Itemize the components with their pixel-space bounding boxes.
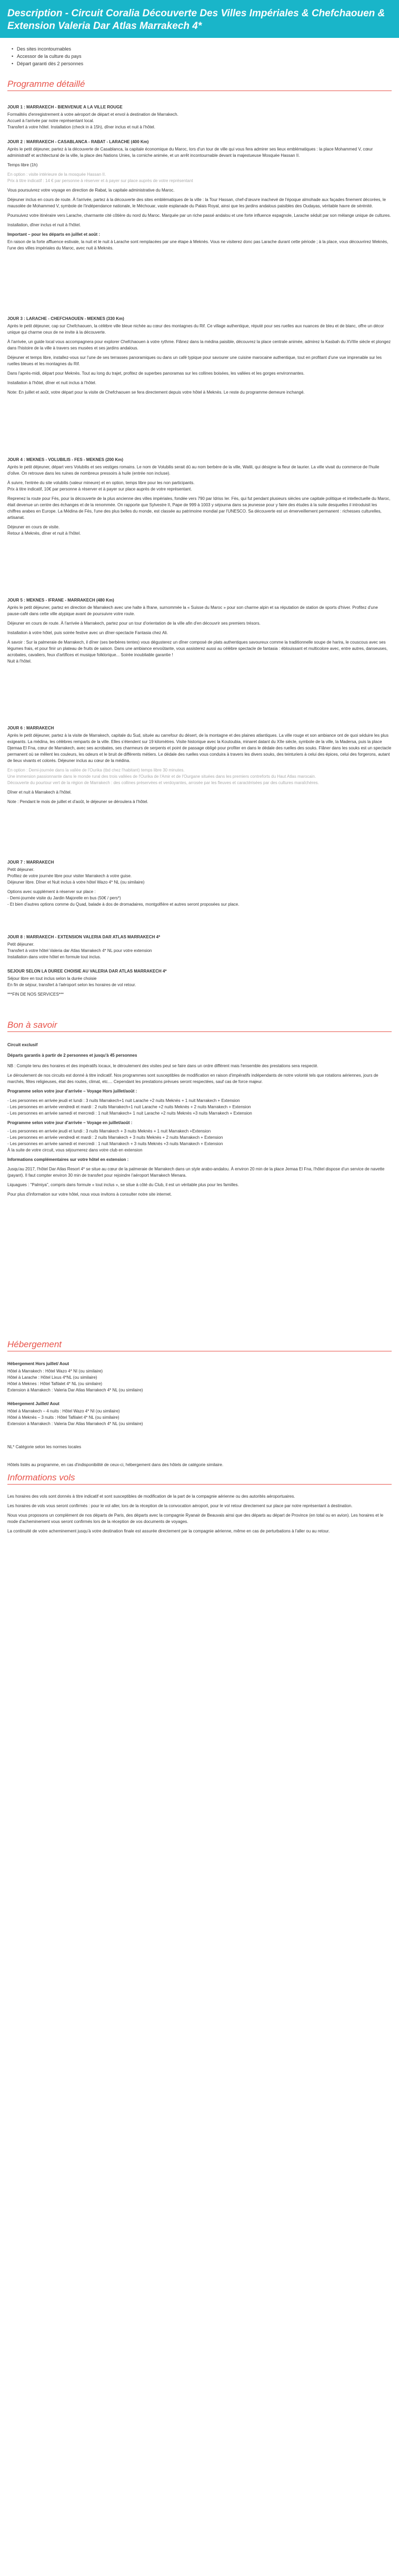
day7-text: Petit déjeuner.: [7, 867, 35, 872]
bon-programme-line: À la suite de votre circuit, vous séjournerez dans votre club en extension: [7, 1148, 143, 1152]
hotel-info-text: Jusqu'au 2017, l'hôtel Dar Atlas Resort 4* se situe au cœur de la palmeraie de Marrakech dans un style arabo-andalou. À environ 20 min de la place Jemaa El Fna, l'hôtel dispose d'un service de navette (payant). Il faut compter environ 30 min de transfert pour rejoindre l'aéroport Marrakech Menara.: [7, 1167, 385, 1178]
day5-text: À savoir : Sur la palmeraie de Marrakech, il dîner (ses berbères tentes) vous dégusterez un dîner composé de plats authentiques savoureux comme la traditionnelle soupe de harira, le couscous avec ses légumes frais, et pour finir un plateau de fruits de saison. Dans une ambiance envoûtante, vous assisterez aussi au célèbre spectacle de fantasia : éblouissant et multicolore avec, entre autres, danseuses, acrobates, cavaliers, feux d'artifices et musique folklorique... Soirée inoubliable garantie !: [7, 640, 388, 657]
infos-text: Les horaires de vols vous seront confirmés : pour le vol aller, lors de la réception de la convocation aéroport, pour le vol retour directement sur place par notre représentant à destination.: [7, 1503, 353, 1508]
day2-text: Vous poursuivrez votre voyage en direction de Rabat, la capitale administrative du Maroc.: [7, 188, 175, 193]
infos-block: [7, 1494, 392, 1538]
hebergement-section-title: Hébergement: [7, 1339, 62, 1349]
end-of-services: ***FIN DE NOS SERVICES***: [7, 992, 64, 997]
day2-important-title: Important – pour les départs en juillet et août :: [7, 232, 101, 237]
bon-text: NB : Compte tenu des horaires et des impératifs locaux, le déroulement des visites peut se faire dans un ordre différent mais l'ensemble des prestations sera respecté.: [7, 1064, 318, 1068]
day5-text: Installation à votre hôtel, puis soirée festive avec un dîner-spectacle Fantasia chez Ali.: [7, 630, 168, 635]
day4-option: À suivre, l'entrée du site volubilis (valeur mineure) et en option, temps libre pour les non participants.: [7, 480, 195, 485]
day3-text: Déjeuner et temps libre, installez-vous sur l'une de ses terrasses panoramiques ou dans un café typique pour savourer une cuisine marocaine authentique, tout en profitant d'une vue imprenable sur les ruelles bleues et les montagnes du Rif.: [7, 355, 382, 366]
hotel-info-text: Pour plus d'information sur votre hôtel, nous vous invitons à consulter notre site internet.: [7, 1192, 172, 1197]
day5-title: JOUR 5 : MEKNES - IFRANE - MARRAKECH (480 Km): [7, 598, 114, 603]
day5-block: [7, 597, 392, 668]
day4-block: [7, 457, 392, 540]
day6-text: Dîner et nuit à Marrakech à l'hôtel.: [7, 790, 72, 795]
day2-text: Temps libre (1h): [7, 163, 38, 167]
hebergement-block: [7, 1361, 392, 1471]
day2-option-price: Prix à titre indicatif : 14 € par personne à réserver et à payer sur place auprès de votre représentant: [7, 178, 193, 183]
day7-title: JOUR 7 : MARRAKECH: [7, 860, 54, 865]
day8-text: Installation dans votre hôtel en formule tout inclus.: [7, 955, 101, 959]
day8-text: Petit déjeuner.: [7, 942, 35, 947]
highlight-item: • Des sites incontournables: [17, 45, 83, 53]
day1-text: Formalités d'enregistrement à votre aéroport de départ et envol à destination de Marrakech.: [7, 112, 178, 117]
day4-text: Après le petit déjeuner, départ vers Volubilis et ses vestiges romains. Le nom de Volubilis serait dû au nom berbère de la ville, Walili, qui désigne la fleur de laurier. La ville vivait du commerce de l'huile d'olive. On retrouve dans les ruines de nombreux pressoirs à huile (entrée non incluse).: [7, 465, 380, 476]
section-divider: [7, 1484, 392, 1485]
day3-block: [7, 316, 392, 399]
hotel-line: Extension à Marrakech : Valeria Dar Atlas Marrakech 4* NL (ou similaire): [7, 1421, 143, 1426]
infos-text: Les horaires des vols sont donnés à titre indicatif et sont susceptibles de modification de la part de la compagnie aérienne ou des autorités aéroportuaires.: [7, 1494, 295, 1499]
hotel-line: Extension à Marrakech : Valeria Dar Atlas Marrakech 4* NL (ou similaire): [7, 1388, 143, 1392]
day1-title: JOUR 1 : MARRAKECH - BIENVENUE A LA VILLE ROUGE: [7, 105, 123, 109]
day1-text: Transfert à votre hôtel. Installation (check in à 15h), dîner inclus et nuit à l'hôtel.: [7, 125, 155, 129]
day4-text: Reprenez la route pour Fès, pour la découverte de la plus ancienne des villes impériales, fondée vers 790 par Idriss Ier. Fès, qui fut pendant plusieurs siècles une capitale politique et intellectuelle du Maroc, était devenue un centre des échanges et de la renommée. On rapporte que Sylvestre II, Pape de 999 à 1003 y séjourna dans sa jeunesse pour y faire des études à la suite desquelles il introduisit les chiffres arabes en Europe. La Médina de Fès, l'une des plus belles du monde, est classée au patrimoine mondial par l'UNESCO. Sa découverte est un émerveillement permanent : richesses culturelles, artisanat.: [7, 496, 391, 520]
day2-text: Déjeuner inclus en cours de route. À l'arrivée, partez à la découverte des sites emblématiques de la ville : la Tour Hassan, chef-d'œuvre inachevé de l'époque almohade aux façades finement décorées, le mausolée de Mohammed V, symbole de l'indépendance nationale, le Méchouar, vaste esplanade du Palais Royal, ainsi que les jardins andalous paisibles des Oudayas, véritable havre de sérénité.: [7, 197, 386, 208]
day4-text: Retour à Meknès, dîner et nuit à l'hôtel.: [7, 531, 81, 536]
day2-text: Poursuivez votre itinéraire vers Larache, charmante cité côtière du nord du Maroc. Marquée par un riche passé andalou et une forte influence espagnole, Larache séduit par son mélange unique de cultures.: [7, 213, 391, 218]
day5-text: Nuit à l'hôtel.: [7, 659, 32, 664]
day7-option: - Demi-journée visite du Jardin Majorelle en bus (50€ / pers*): [7, 896, 121, 900]
hebergement-subtitle: Hébergement Juillet/ Aout: [7, 1401, 59, 1406]
day3-text: Dans l'après-midi, départ pour Meknès. Tout au long du trajet, profitez de superbes panoramas sur les collines boisées, les vallées et les gorges environnantes.: [7, 371, 305, 376]
departs-label: Départs garantis à partir de 2 personnes et jusqu'à 45 personnes: [7, 1053, 137, 1058]
day7-options-title: Options avec supplément à réserver sur place :: [7, 889, 96, 894]
day7-block: [7, 859, 392, 911]
infos-text: Nous vous proposons un complément de nos départs de Paris, des départs avec la compagnie Ryanair de Beauvais ainsi que des départs au départ de Province (en total ou en avion). Les horaires et le mode d'acheminement vous seront confirmés lors de la réception de vos documents de voyages.: [7, 1513, 384, 1524]
section-divider: [7, 1031, 392, 1032]
day3-text: Après le petit déjeuner, cap sur Chefchaouen, la célèbre ville bleue nichée au cœur des montagnes du Rif. Ce village authentique, réputé pour ses ruelles aux nuances de bleu et de blanc, offre un décor unique qui charme ceux de ne invite à la découverte.: [7, 324, 384, 335]
day1-text: Accueil à l'arrivée par notre représentant local.: [7, 118, 94, 123]
bon-programme-line: - Les personnes en arrivée vendredi et mardi : 2 nuits Marrakech + 3 nuits Meknès + 2 nuits Marrakech + Extension: [7, 1135, 223, 1140]
day6-option: En option : Demi-journée dans la vallée de l'Ourika (tbd chez l'habitant) temps libre 30 minutes.: [7, 768, 185, 773]
day2-option: En option : visite intérieure de la mosquée Hassan II.: [7, 172, 106, 177]
day4-text: Déjeuner en cours de visite.: [7, 525, 60, 529]
day4-option-price: Prix à titre indicatif, 10€ par personne à réserver et à payer sur place auprès de votre représentant.: [7, 487, 192, 492]
day3-text: À l'arrivée, un guide local vous accompagnera pour explorer Chefchaouen à votre rythme. Flânez dans la médina paisible, découvrez la place centrale animée, admirez la Kasbah du XVIIIe siècle et plongez dans l'histoire de la ville à travers ses musées et ses jardins andalous.: [7, 339, 391, 350]
bon-programme-title: Programme selon votre jour d'arrivée – Voyage en juillet/août :: [7, 1120, 133, 1125]
day3-text: Note: En juillet et août, votre départ pour la visite de Chefchaouen se fera directement depuis votre hôtel à Meknès. Le reste du programme demeure inchangé.: [7, 390, 305, 395]
bon-block: [7, 1042, 392, 1201]
day7-option: - Et bien d'autres options comme du Quad, balade à dos de dromadaires, montgolfière et autres seront proposées sur place.: [7, 902, 240, 907]
programme-section-title: Programme détaillé: [7, 79, 85, 89]
bon-programme-line: - Les personnes en arrivée jeudi et lundi : 3 nuits Marrakech + 3 nuits Meknès + 1 nuit Marrakech +Extension: [7, 1129, 211, 1134]
sejour-block: [7, 968, 392, 1001]
day7-text: Déjeuner libre. Dîner et Nuit inclus à votre hôtel Wazo 4* NL (ou similaire): [7, 880, 145, 885]
sejour-text: En fin de séjour, transfert à l'aéroport selon les horaires de vol retour.: [7, 983, 136, 987]
day6-note: Note : Pendant le mois de juillet et d'août, le déjeuner se déroulera à l'hôtel.: [7, 799, 148, 804]
day7-text: Profitez de votre journée libre pour visiter Marrakech à votre guise.: [7, 874, 132, 878]
hotel-note: NL* Catégorie selon les normes locales: [7, 1445, 82, 1449]
day2-title: JOUR 2 : MARRAKECH - CASABLANCA - RABAT - LARACHE (400 Km): [7, 139, 149, 144]
day2-block: [7, 139, 392, 255]
bon-section-title: Bon à savoir: [7, 1020, 57, 1030]
day6-text: Après le petit déjeuner, partez à la visite de Marrakech, capitale du Sud, située au carrefour du désert, de la montagne et des plaines atlantiques. La ville rouge et son ambiance ont de quoi séduire les plus exigeants. La médina, les célèbres remparts de la ville. Elles s'étendent sur 19 kilomètres. Visite historique avec la Koutoubia, minaret datant du XIIe siècle, symbole de la ville, la Madersa, puis la place Djemaa El Fna, cœur de Marrakech, avec ses acrobates, ses charmeurs de serpents et point de passage obligé pour profiter en dans le dédale des ruelles des souks. Flâner dans les souks est un spectacle permanent où se mêlent les couleurs, les odeurs et le bruit de différents métiers. Le dédale des ruelles vous conduira à travers les divers souks, des teinturiers à celui des épices, celui des forgerons, autant de lieux vivants et colorés. Déjeuner inclus au cœur de la médina.: [7, 733, 392, 763]
highlight-item: • Accessor de la culture du pays: [17, 53, 83, 60]
hotel-line: Hôtel à Marrakech : Hôtel Wazo 4* NI (ou similaire): [7, 1369, 103, 1374]
day1-block: [7, 104, 392, 134]
day3-title: JOUR 3 : LARACHE - CHEFCHAOUEN - MEKNES (330 Km): [7, 316, 124, 321]
infos-text: La continuité de votre acheminement jusqu'à votre destination finale est assurée directement par la compagnie aérienne, même en cas de perturbations à l'aller ou au retour.: [7, 1529, 330, 1533]
sejour-text: Séjour libre en tout inclus selon la durée choisie: [7, 976, 97, 981]
hotel-line: Hôtel à Meknes : Hôtel Tafilalet 4* NL (ou similaire): [7, 1381, 103, 1386]
infos-section-title: Informations vols: [7, 1472, 75, 1482]
bon-programme-line: - Les personnes en arrivée vendredi et mardi : 2 nuits Marrakech+1 nuit Larache +2 nuits Meknès + 2 nuits Marrakech + Extension: [7, 1105, 251, 1109]
day2-text: Après le petit déjeuner, partez à la découverte de Casablanca, la capitale économique du Maroc, lors d'un tour de ville qui vous fera admirer ses lieux emblématiques : la place Mohammed V, cœur administratif et architectural de la ville, la place des Nations Unies, la corniche animée, et un arrêt incontournable devant la majestueuse Mosquée Hassan II.: [7, 147, 373, 158]
day6-title: JOUR 6 : MARRAKECH: [7, 726, 54, 730]
day5-text: Après le petit déjeuner, partez en direction de Marrakech avec une halte à Ifrane, surnommée la « Suisse du Maroc » pour son charme alpin et sa réputation de station de sports d'hiver. Profitez d'une pause-café dans cette ville atypique avant de poursuivre votre route.: [7, 605, 378, 616]
highlights-list: [7, 45, 83, 67]
hotel-note: Hôtels listés au programme, en cas d'indisponibilité de ceux-ci, hébergement dans des hôtels de catégorie similaire.: [7, 1462, 224, 1467]
hotel-line: Hôtel à Meknès – 3 nuits : Hôtel Tafilalet 4* NL (ou similaire): [7, 1415, 119, 1420]
day5-text: Déjeuner en cours de route. À l'arrivée à Marrakech, partez pour un tour d'orientation de la ville afin d'en découvrir ses premiers trésors.: [7, 621, 261, 626]
day2-text: Installation, dîner inclus et nuit à l'hôtel.: [7, 223, 81, 227]
day6-option: Découverte du pourtour vert de la région de Marrakech : des collines préservées et verdoyantes, arrosée par les fleuves et caractérisées par des cultures maraîchères.: [7, 780, 319, 785]
bon-programme-line: - Les personnes en arrivée samedi et mercredi : 1 nuit Marrakech+ 1 nuit Larache +2 nuits Meknès +3 nuits Marrakech + Extension: [7, 1111, 252, 1116]
day4-title: JOUR 4 : MEKNES - VOLUBILIS - FES - MEKNES (200 Km): [7, 457, 124, 462]
circuit-label: Circuit exclusif: [7, 1043, 38, 1047]
hebergement-subtitle: Hébergement Hors juillet/ Aout: [7, 1361, 69, 1366]
hotel-info-title: Informations complémentaires sur votre hôtel en extension :: [7, 1157, 129, 1162]
sejour-title: SEJOUR SELON LA DUREE CHOISIE AU VALERIA DAR ATLAS MARRAKECH 4*: [7, 969, 167, 974]
hotel-info-text: Liquagues : "Palmiya", compris dans formule « tout inclus », se situe à côté du Club, il est un véritable plus pour les familles.: [7, 1182, 239, 1187]
day2-text: En raison de la forte affluence estivale, la nuit et le nuit à Larache sont remplacées par une étape à Meknès. Vous ne visiterez donc pas Larache durant cette période ; à la place, vous découvrirez Meknès, l'une des villes impériales du Maroc, avec nuit à Meknès.: [7, 239, 388, 250]
hotel-line: Hôtel à Larache : Hôtel Lixus 4*NL (ou similaire): [7, 1375, 97, 1380]
bon-programme-line: - Les personnes en arrivée samedi et mercredi : 1 nuit Marrakech + 3 nuits Meknès +3 nuits Marrakech + Extension: [7, 1141, 223, 1146]
day6-block: [7, 725, 392, 808]
bon-text: Le déroulement de nos circuits est donné à titre indicatif. Nos programmes sont susceptibles de modification en raison d'impératifs indépendants de notre volonté tels que rotations aériennes, jours de marchés, fêtes religieuses, état des routes, climat, etc.... Cependant les prestations prévues seront respectées, sauf cas de force majeur.: [7, 1073, 378, 1084]
day8-title: JOUR 8 : MARRAKECH - EXTENSION VALERIA DAR ATLAS MARRAKECH 4*: [7, 935, 161, 939]
bon-programme-title: Programme selon votre jour d'arrivée – Voyage Hors juillet/août :: [7, 1089, 137, 1094]
page-title: Description - Circuit Coralia Découverte Des Villes Impériales & Chefchaouen & Extension Valeria Dar Atlas Marrakech 4*: [0, 0, 399, 38]
bon-programme-line: - Les personnes en arrivée jeudi et lundi : 3 nuits Marrakech+1 nuit Larache +2 nuits Meknès + 1 nuit Marrakech + Extension: [7, 1098, 240, 1103]
day3-text: Installation à l'hôtel, dîner et nuit inclus à l'hôtel.: [7, 380, 96, 385]
hotel-line: Hôtel à Marrakech – 4 nuits : Hôtel Wazo 4* NI (ou similaire): [7, 1409, 120, 1414]
highlight-item: • Départ garanti dès 2 personnes: [17, 60, 83, 67]
day8-block: [7, 934, 392, 964]
day6-option: Une immersion passionnante dans le monde rural des trois vallées de l'Ourika de l'Amir et de l'Ourgane situées dans les premiers contreforts du Haut Atlas marocain.: [7, 774, 316, 779]
day8-text: Transfert à votre hôtel Valeria dar Atlas Marrakech 4* NL pour votre extension: [7, 948, 152, 953]
